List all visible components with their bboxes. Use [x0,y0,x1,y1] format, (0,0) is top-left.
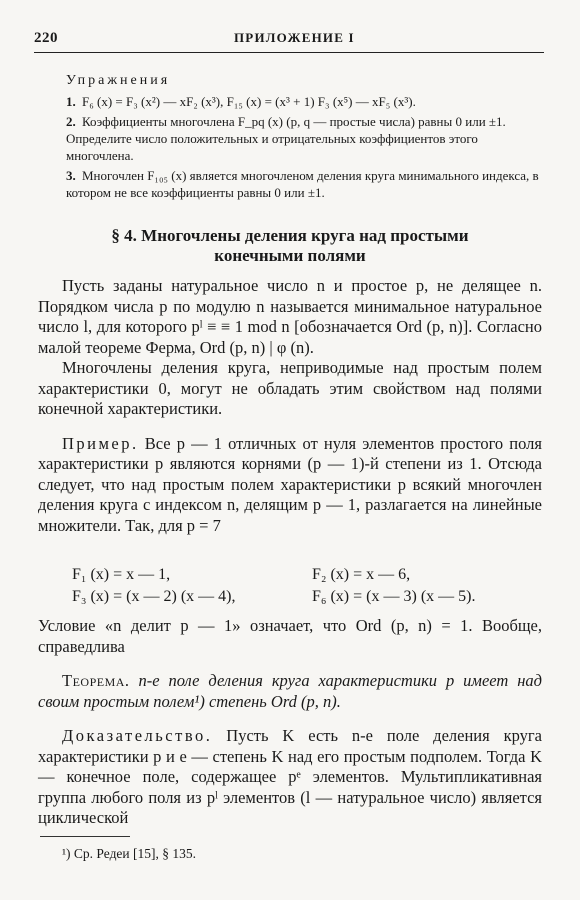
footnote-rule [40,836,130,837]
section-title-line: конечными полями [214,246,366,265]
exercises-block [66,72,541,204]
exercise-number: 1. [66,94,76,109]
exercise-item [66,93,541,110]
example-paragraph [38,434,542,537]
section-title [40,226,540,266]
exercise-item [66,113,541,164]
theorem-text: n-е поле деления круга характеристики p имеет над своим простым полем¹) степень Ord (p, n). [38,671,542,711]
formula: F₃ (x) = (x — 2) (x — 4), [72,588,236,605]
formula: F₂ (x) = x — 6, [312,566,411,583]
exercises-title: Упражнения [66,73,171,88]
exercise-item [66,167,541,201]
exercise-text: Коэффициенты многочлена F_pq (x) (p, q — простые числа) равны 0 или ±1. Определите число положительных и отрицательных коэффициентов этого многочлена. [66,114,506,163]
theorem-lead: Теорема. [62,671,130,690]
running-head: ПРИЛОЖЕНИЕ I [234,30,355,45]
proof-paragraph [38,726,542,829]
page-header [34,30,544,47]
exercise-text: Многочлен F₁₀₅ (x) является многочленом деления круга минимального индекса, в котором не все коэффициенты равны 0 или ±1. [66,168,539,200]
page-number: 220 [34,30,58,46]
paragraph: Многочлены деления круга, неприводимые над простым полем характеристики 0, могут не обладать этим свойством над полями конечной характеристики. [38,358,542,418]
formula: F₁ (x) = x — 1, [72,566,171,583]
example-text: Все p — 1 отличных от нуля элементов простого поля характеристики p являются корнями (p — 1)-й степени из 1. Отсюда следует, что над простым полем характеристики p всякий многочлен деления круга с индексом n, делящим p — 1, разлагается на линейные множители. Так, для p = 7 [38,433,542,535]
formula-block [72,564,522,608]
exercise-text: F₆ (x) = F₃ (x²) — xF₂ (x³), F₁₅ (x) = (x³ + 1) F₃ (x⁵) — xF₅ (x³). [82,94,416,109]
exercise-number: 2. [66,114,76,129]
formula: F₆ (x) = (x — 3) (x — 5). [312,588,476,605]
section-title-line: § 4. Многочлены деления круга над простыми [111,226,469,245]
paragraph: Пусть заданы натуральное число n и простое p, не делящее n. Порядком числа p по модулю n называется минимальное натуральное число l, для которого pˡ ≡ ≡ 1 mod n [обозначается Ord (p, n)]. Согласно малой теореме Ферма, Ord (p, n) | φ (n). [38,276,542,357]
body-text-lower [38,616,542,829]
body-text-upper [38,276,542,536]
theorem-paragraph [38,671,542,712]
formula-row [72,564,522,586]
exercise-number: 3. [66,168,76,183]
paragraph: Условие «n делит p — 1» означает, что Ord (p, n) = 1. Вообще, справедлива [38,616,542,656]
example-lead: Пример. [62,433,139,453]
header-rule [34,52,544,53]
proof-text: Пусть K есть n-е поле деления круга характеристики p и e — степень K над его простым подполем. Тогда K — конечное поле, содержащее pᵉ элементов. Мультипликативная группа любого поля из pˡ элементов (l — натуральное число) является циклической [38,726,542,827]
proof-lead: Доказательство. [62,726,213,745]
formula-row [72,586,522,608]
footnote: ¹) Ср. Редеи [15], § 135. [62,846,197,861]
